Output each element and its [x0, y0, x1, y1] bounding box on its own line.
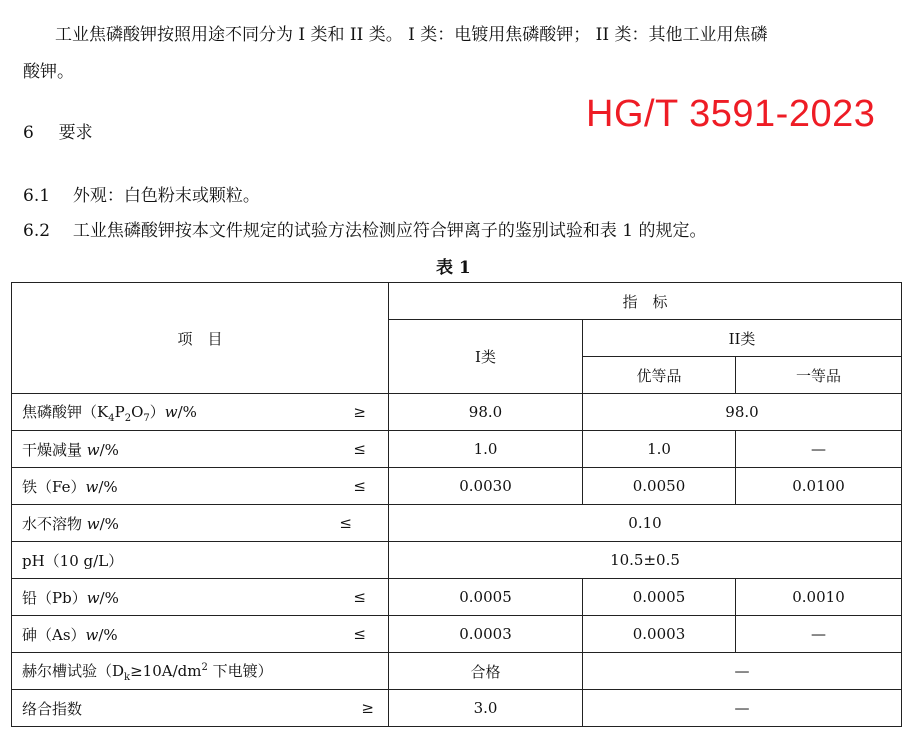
table-caption: 表 1 — [436, 258, 471, 278]
table-row — [12, 468, 902, 505]
cell-all-classes: 0.10 — [389, 505, 902, 542]
header-first-grade: 一等品 — [736, 357, 902, 394]
section-number: 6 — [23, 123, 34, 143]
cell-first: — — [736, 431, 902, 468]
table-row — [12, 690, 902, 727]
header-item: 项 目 — [12, 283, 389, 394]
table-row — [12, 431, 902, 468]
comparison-symbol: ≥ — [353, 403, 366, 421]
cell-superior: 0.0050 — [583, 468, 736, 505]
cell-superior: 1.0 — [583, 431, 736, 468]
cell-first: 0.0010 — [736, 579, 902, 616]
intro-line-1: 工业焦磷酸钾按照用途不同分为 I 类和 II 类。 I 类：电镀用焦磷酸钾； II 类：其他工业用焦磷 — [55, 25, 768, 45]
cell-class-1: 0.0003 — [389, 616, 583, 653]
cell-class-1: 0.0030 — [389, 468, 583, 505]
cell-class-1: 合格 — [389, 653, 583, 690]
cell-class-2: 98.0 — [583, 394, 902, 431]
cell-superior: 0.0005 — [583, 579, 736, 616]
clause-number: 6.1 — [23, 186, 51, 206]
cell-class-2: — — [583, 690, 902, 727]
table-row — [12, 653, 902, 690]
row-label: 赫尔槽试验（$D_k\ge 10A/dm^2$ 下电镀） — [12, 653, 389, 690]
row-label: 干燥减量 w/% ≤ — [12, 431, 389, 468]
row-label: 络合指数 ≥ — [12, 690, 389, 727]
row-label: 砷（As）w/% ≤ — [12, 616, 389, 653]
cell-class-2: — — [583, 653, 902, 690]
cell-first: — — [736, 616, 902, 653]
table-row — [12, 394, 902, 431]
header-class-1: I类 — [389, 320, 583, 394]
clause-text: 工业焦磷酸钾按本文件规定的试验方法检测应符合钾离子的鉴别试验和表 1 的规定。 — [72, 221, 707, 241]
comparison-symbol: ≤ — [353, 440, 366, 458]
clause-6-1 — [23, 185, 260, 207]
table-row — [12, 542, 902, 579]
clause-number: 6.2 — [23, 221, 51, 241]
clause-text: 外观：白色粉末或颗粒。 — [72, 186, 260, 206]
row-label: 焦磷酸钾$(K_4P_2O_7)w/\%$ ≥ — [12, 394, 389, 431]
comparison-symbol: ≥ — [361, 699, 374, 717]
comparison-symbol: ≤ — [339, 514, 352, 532]
cell-class-1: 3.0 — [389, 690, 583, 727]
header-indicator: 指 标 — [389, 283, 902, 320]
row-label: 铁（Fe）w/% ≤ — [12, 468, 389, 505]
intro-line-2: 酸钾。 — [23, 62, 74, 82]
comparison-symbol: ≤ — [353, 477, 366, 495]
row-label: 水不溶物 w/% ≤ — [12, 505, 389, 542]
requirements-table — [11, 282, 902, 727]
table-row — [12, 579, 902, 616]
standard-code-stamp: HG/T 3591-2023 — [586, 93, 876, 135]
clause-6-2 — [23, 220, 706, 242]
row-label: pH（10 g/L） — [12, 542, 389, 579]
header-class-2: II类 — [583, 320, 902, 357]
cell-first: 0.0100 — [736, 468, 902, 505]
cell-superior: 0.0003 — [583, 616, 736, 653]
table-row — [12, 505, 902, 542]
comparison-symbol: ≤ — [353, 625, 366, 643]
cell-class-1: 0.0005 — [389, 579, 583, 616]
comparison-symbol: ≤ — [353, 588, 366, 606]
cell-class-1: 1.0 — [389, 431, 583, 468]
section-title: 要求 — [58, 123, 93, 143]
cell-all-classes: 10.5±0.5 — [389, 542, 902, 579]
header-superior-grade: 优等品 — [583, 357, 736, 394]
cell-class-1: 98.0 — [389, 394, 583, 431]
table-row — [12, 616, 902, 653]
section-heading — [23, 122, 93, 144]
row-label: 铅（Pb）w/% ≤ — [12, 579, 389, 616]
